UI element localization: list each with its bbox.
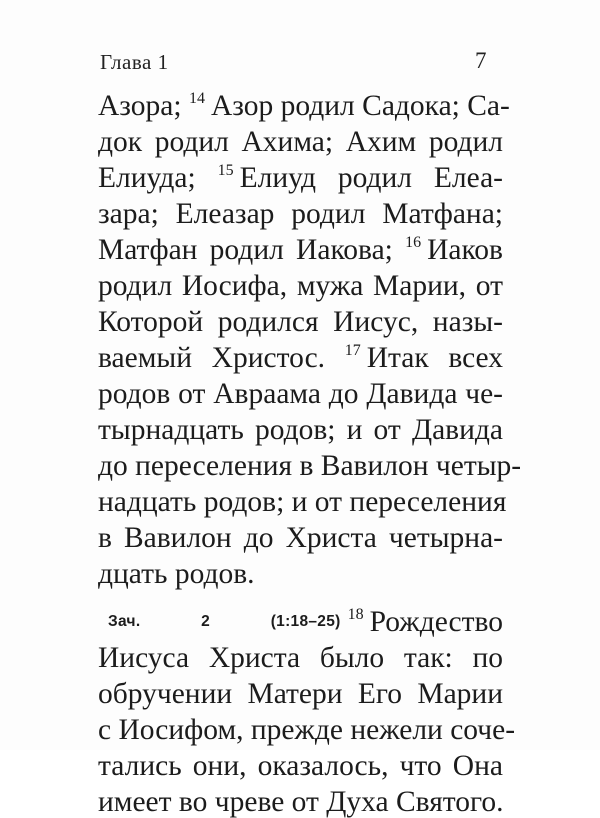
text-line (98, 344, 503, 374)
text-line: Иисуса Христа было так: по (98, 642, 503, 674)
text-line: с Иосифом, прежде нежели соче- (98, 714, 516, 746)
text-line: надцать родов; и от переселения (98, 486, 507, 518)
reading-label: Зач. 2 (1:18–25) (108, 613, 341, 630)
verse-number: 15 (217, 162, 234, 179)
verse-number: 17 (344, 342, 361, 359)
text-line-last: дцать родов. (98, 558, 255, 590)
line-text: ваемый Христос. (98, 342, 326, 374)
page-number: 7 (475, 48, 487, 73)
text-line (98, 236, 503, 266)
line-text: Итак всех (366, 342, 503, 374)
verse-number: 18 (347, 606, 364, 623)
text-line: обручении Матери Его Марии (98, 678, 503, 710)
text-line: тырнадцать родов; и от Давида (98, 414, 503, 446)
text-line (98, 90, 510, 122)
line-text: Азора; (98, 90, 182, 122)
verse-number: 16 (405, 234, 422, 251)
line-text: Елиуда; (98, 162, 196, 194)
line-text: Рождество (369, 606, 503, 638)
text-line: в Вавилон до Христа четырна- (98, 522, 503, 554)
text-line: родов от Авраама до Давида че- (98, 378, 503, 410)
verse-number: 14 (188, 90, 205, 107)
text-line: Которой родился Иисус, назы- (98, 306, 503, 338)
text-line: родил Иосифа, мужа Марии, от (98, 270, 503, 302)
line-text: Иаков (427, 234, 503, 266)
line-text: Елиуд родил Елеа- (239, 162, 503, 194)
text-line (98, 164, 503, 194)
reading-heading-line (108, 608, 503, 638)
text-line: док родил Ахима; Ахим родил (98, 126, 503, 158)
text-line: тались они, оказалось, что Она (98, 750, 503, 782)
running-head-chapter: Глава 1 (100, 50, 169, 74)
text-line: зара; Елеазар родил Матфана; (98, 198, 503, 230)
text-line: до переселения в Вавилон четыр- (98, 450, 522, 482)
text-line: имеет во чреве от Духа Святого. (98, 786, 504, 818)
line-text: Азор родил Садока; Са- (210, 90, 510, 122)
line-text: Матфан родил Иакова; (98, 234, 393, 266)
